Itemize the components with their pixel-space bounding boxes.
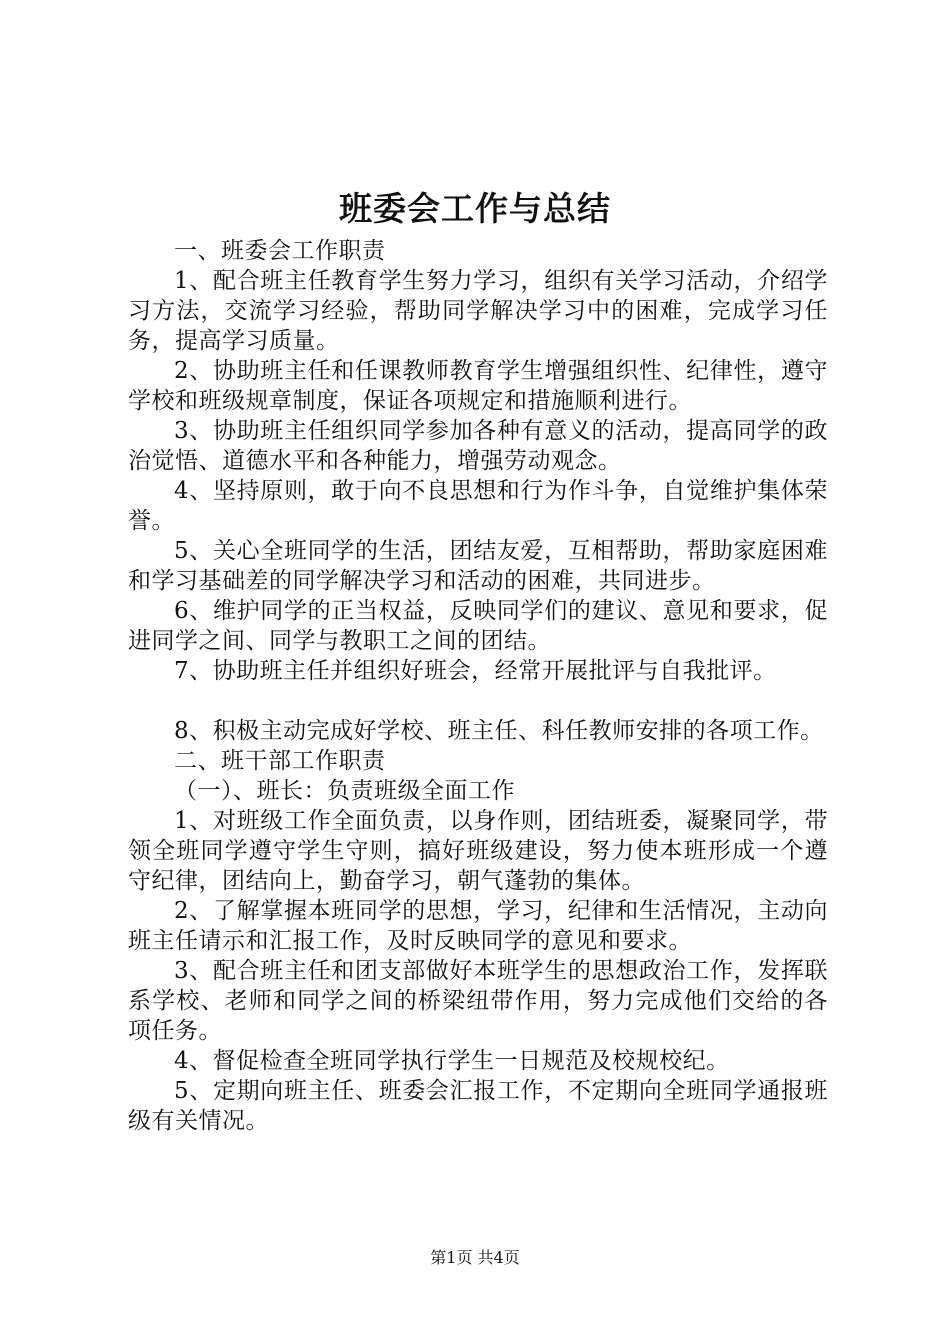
paragraph: 6、维护同学的正当权益，反映同学们的建议、意见和要求，促进同学之间、同学与教职工之间的团结。 <box>128 598 828 654</box>
section-heading-2: 二、班干部工作职责 <box>174 748 386 774</box>
section-heading-1: 一、班委会工作职责 <box>174 238 386 264</box>
paragraph: 7、协助班主任并组织好班会，经常开展批评与自我批评。 <box>174 658 777 684</box>
blank-line <box>128 686 828 716</box>
paragraph: 5、定期向班主任、班委会汇报工作，不定期向全班同学通报班级有关情况。 <box>128 1078 828 1134</box>
document-title: 班委会工作与总结 <box>339 189 611 228</box>
paragraph: 2、协助班主任和任课教师教育学生增强组织性、纪律性，遵守学校和班级规章制度，保证各项规定和措施顺利进行。 <box>128 358 828 414</box>
document-body <box>128 236 828 1136</box>
subsection-heading: （一）、班长：负责班级全面工作 <box>174 778 515 804</box>
paragraph: 4、督促检查全班同学执行学生一日规范及校规校纪。 <box>174 1048 730 1074</box>
page-footer: 第1页 共4页 <box>430 1248 520 1267</box>
paragraph: 1、对班级工作全面负责，以身作则，团结班委，凝聚同学，带领全班同学遵守学生守则，搞好班级建设，努力使本班形成一个遵守纪律，团结向上，勤奋学习，朝气蓬勃的集体。 <box>128 808 828 894</box>
paragraph: 2、了解掌握本班同学的思想，学习，纪律和生活情况，主动向班主任请示和汇报工作，及时反映同学的意见和要求。 <box>128 898 828 954</box>
paragraph: 5、关心全班同学的生活，团结友爱，互相帮助，帮助家庭困难和学习基础差的同学解决学习和活动的困难，共同进步。 <box>128 538 828 594</box>
paragraph: 3、协助班主任组织同学参加各种有意义的活动，提高同学的政治觉悟、道德水平和各种能力，增强劳动观念。 <box>128 418 828 474</box>
paragraph: 8、积极主动完成好学校、班主任、科任教师安排的各项工作。 <box>174 718 824 744</box>
paragraph: 4、坚持原则，敢于向不良思想和行为作斗争，自觉维护集体荣誉。 <box>128 478 828 534</box>
paragraph: 3、配合班主任和团支部做好本班学生的思想政治工作，发挥联系学校、老师和同学之间的桥梁纽带作用，努力完成他们交给的各项任务。 <box>128 958 828 1044</box>
paragraph: 1、配合班主任教育学生努力学习，组织有关学习活动，介绍学习方法，交流学习经验，帮助同学解决学习中的困难，完成学习任务，提高学习质量。 <box>128 268 828 354</box>
